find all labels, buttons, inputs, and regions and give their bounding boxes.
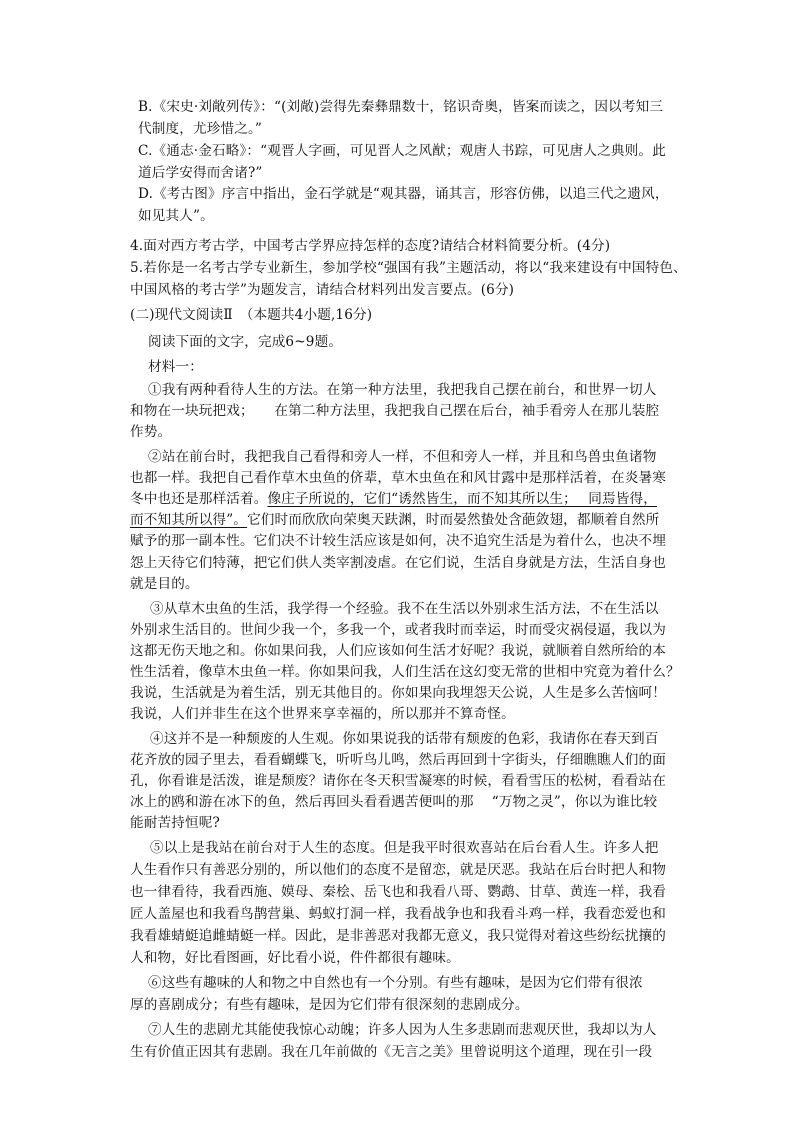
paragraph-1-line-2: 和物在一块玩把戏； 在第二种方法里，我把我自己摆在后台，袖手看旁人在那儿装腔: [130, 403, 660, 419]
section-instruction: 阅读下面的文字，完成6~9题。: [148, 334, 343, 350]
paragraph-3-line-3: 这都无伤天地之和。你如果问我，人们应该如何生活才好呢？我说，就顺着自然所给的本: [130, 643, 667, 659]
underlined-quote-part-2: 而不知其所以得”。: [130, 512, 248, 528]
question-5-line-1: 5.若你是一名考古学专业新生，参加学校“强国有我”主题活动，将以“我来建设有中国特色、: [130, 260, 687, 276]
section-title: (二)现代文阅读Ⅱ （本题共4小题,16分): [130, 307, 373, 323]
paragraph-3-line-2: 外别求生活目的。世间少我一个，多我一个，或者我时而幸运，时而受灾祸侵逼，我以为: [130, 622, 667, 638]
question-5-line-2: 中国风格的考古学”为题发言，请结合材料列出发言要点。(6分): [130, 282, 515, 298]
paragraph-3-line-5: 我说，生活就是为着生活，别无其他目的。你如果向我埋怨天公说，人生是多么苦恼呵！: [130, 685, 667, 701]
paragraph-2-line-4: [130, 510, 659, 530]
paragraph-2-line-1: ②站在前台时，我把我自己看得和旁人一样，不但和旁人一样，并且和鸟兽虫鱼诸物: [148, 449, 657, 465]
paragraph-2-line-6: 怨上天待它们特薄，把它们供人类宰割凌虐。在它们说，生活自身就是方法，生活自身也: [130, 555, 667, 571]
paragraph-7-line-1: ⑦人生的悲剧尤其能使我惊心动魄；许多人因为人生多悲剧而悲观厌世，我却以为人: [148, 1022, 657, 1038]
paragraph-2-line-3-text: 冬中也还是那样活着。: [130, 491, 268, 507]
paragraph-5-line-5: 我看雄蜻蜓追雌蜻蜓一样。因此，是非善恶对我都无意义，我只觉得对着这些纷纭扰攘的: [130, 928, 667, 944]
paragraph-4-line-3: 孔，你看谁是活泼，谁是颓废？请你在冬天积雪凝寒的时候，看看雪压的松树，看看站在: [130, 773, 667, 789]
paragraph-3-line-6: 我说，人们并非生在这个世界来享幸福的，所以那并不算奇怪。: [130, 706, 515, 722]
option-c-line-2: 道后学安得而舍诸?”: [138, 165, 263, 181]
option-b-line-1: B.《宋史·刘敞列传》：“(刘敞)尝得先秦彝鼎数十，铭识奇奥，皆案而读之，因以考知三: [138, 99, 664, 115]
paragraph-6-line-1: ⑥这些有趣味的人和物之中自然也有一个分别。有些有趣味，是因为它们带有很浓: [148, 975, 643, 991]
paragraph-3-line-4: 性生活着，像草木虫鱼一样。你如果问我，人们生活在这幻变无常的世相中究竟为着什么？: [130, 664, 680, 680]
option-d-line-1: D.《考古图》序言中指出，金石学就是“观其器，诵其言，形容仿佛，以追三代之遗风，: [138, 186, 669, 202]
paragraph-1-line-3: 作势。: [130, 424, 172, 440]
paragraph-2-line-4-text: 它们时而欣欣向荣奥天趺渊，时而晏然蛰处含葩敛翅，都顺着自然所: [247, 512, 660, 528]
option-d-line-2: 如见其人”。: [138, 208, 214, 224]
paragraph-4-line-1: ④这并不是一种颓废的人生观。你如果说我的话带有颓废的色彩，我请你在春天到百: [150, 731, 659, 747]
option-c-line-1: C.《通志·金石略》：“观晋人字画，可见晋人之风猷；观唐人书踪，可见唐人之典则。此: [138, 143, 666, 159]
paragraph-5-line-3: 也一律看待，我看西施、嫫母、秦桧、岳飞也和我看八哥、鹦鹉、甘草、黄连一样，我看: [130, 884, 667, 900]
paragraph-1-line-1: ①我有两种看待人生的方法。在第一种方法里，我把我自己摆在前台，和世界一切人: [148, 382, 657, 398]
paragraph-2-line-2: 也都一样。我把自己看作草木虫鱼的侪辈，草木虫鱼在和风甘露中是那样活着，在炎暑寒: [130, 470, 667, 486]
paragraph-7-line-2: 生有价值正因其有悲剧。我在几年前做的《无言之美》里曾说明这个道理，现在引一段: [130, 1044, 653, 1060]
paragraph-2-line-5: 赋予的那一副本性。它们决不计较生活应该是如何，决不追究生活是为着什么，也决不埋: [130, 533, 667, 549]
option-b-line-2: 代制度，尤珍惜之。”: [138, 121, 262, 137]
paragraph-2-line-3: [130, 489, 657, 509]
material-label: 材料一：: [148, 359, 203, 375]
paragraph-6-line-2: 厚的喜剧成分；有些有趣味，是因为它们带有很深刻的悲剧成分。: [130, 997, 529, 1013]
paragraph-4-line-4: 冰上的鸥和游在冰下的鱼，然后再回头看看遇苦便叫的那 “万物之灵”，你以为谁比较: [130, 794, 658, 810]
paragraph-3-line-1: ③从草木虫鱼的生活，我学得一个经验。我不在生活以外别求生活方法，不在生活以: [150, 601, 659, 617]
paragraph-4-line-2: 花齐放的园子里去，看看蝴蝶飞，听听鸟儿鸣，然后再回到十字街头，仔细瞧瞧人们的面: [130, 752, 667, 768]
paragraph-4-line-5: 能耐苦持恒呢?: [130, 815, 220, 831]
underlined-quote-part-1: 像庄子所说的，它们“诱然皆生，而不知其所以生； 同焉皆得，: [267, 491, 658, 507]
paragraph-5-line-1: ⑤以上是我站在前台对于人生的态度。但是我平时很欢喜站在后台看人生。许多人把: [150, 840, 659, 856]
paragraph-5-line-6: 人和物，好比看图画，好比看小说，件件都很有趣味。: [130, 950, 460, 966]
paragraph-5-line-4: 匠人盖屋也和我看鸟鹊营巢、蚂蚁打洞一样，我看战争也和我看斗鸡一样，我看恋爱也和: [130, 906, 667, 922]
paragraph-2-line-7: 就是目的。: [130, 576, 199, 592]
paragraph-5-line-2: 人生看作只有善恶分别的，所以他们的态度不是留恋，就是厌恶。我站在后台时把人和物: [130, 862, 667, 878]
question-4: 4.面对西方考古学，中国考古学界应持怎样的态度?请结合材料简要分析。(4分): [130, 238, 611, 254]
